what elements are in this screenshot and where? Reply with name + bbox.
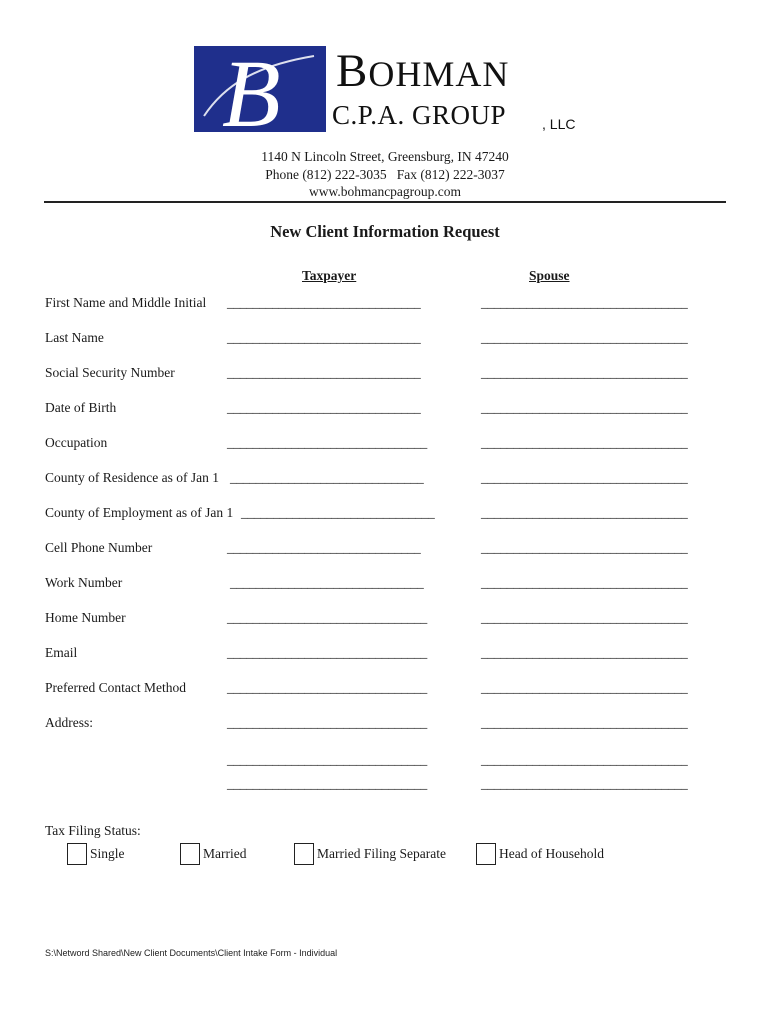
field-label: Address: [45,715,93,730]
company-logo [194,46,584,138]
spouse-input-line[interactable]: ________________________________ [481,680,688,695]
spouse-input-line[interactable]: ________________________________ [481,540,688,555]
taxpayer-input-line[interactable]: _______________________________ [227,645,427,660]
field-label: Date of Birth [45,400,117,415]
taxpayer-input-line[interactable]: ______________________________ [227,330,421,345]
spouse-input-line[interactable]: ________________________________ [481,330,688,345]
filing-status-label: Tax Filing Status: [45,823,141,838]
single-label: Single [90,846,125,861]
monogram-letter: B [222,46,281,132]
taxpayer-input-line[interactable]: _______________________________ [227,610,427,625]
form-title: New Client Information Request [270,222,500,241]
document-path-footer: S:\Netword Shared\New Client Documents\Client Intake Form - Individual [45,948,338,958]
spouse-input-line[interactable]: ________________________________ [481,505,688,520]
married-filing-separate-label: Married Filing Separate [317,846,446,861]
spouse-input-line[interactable]: ________________________________ [481,470,688,485]
field-label: First Name and Middle Initial [45,295,207,310]
taxpayer-input-line[interactable]: ______________________________ [227,540,421,555]
spouse-input-line[interactable]: ________________________________ [481,435,688,450]
taxpayer-input-line[interactable]: ______________________________ [230,575,424,590]
column-header-spouse: Spouse [529,268,570,283]
company-name [336,45,510,97]
taxpayer-input-line[interactable]: _______________________________ [227,715,427,730]
field-label: Work Number [45,575,123,590]
taxpayer-input-line[interactable]: _______________________________ [227,752,427,767]
head-of-household-checkbox[interactable] [476,843,496,865]
taxpayer-input-line[interactable]: ______________________________ [227,400,421,415]
logo-monogram-box [194,46,326,132]
taxpayer-input-line[interactable]: ______________________________ [227,295,421,310]
married-checkbox[interactable] [180,843,200,865]
company-address: 1140 N Lincoln Street, Greensburg, IN 47240 [261,149,509,164]
header-divider [44,201,726,203]
married-label: Married [203,846,247,861]
spouse-input-line[interactable]: ________________________________ [481,365,688,380]
spouse-input-line[interactable]: ________________________________ [481,610,688,625]
single-checkbox[interactable] [67,843,87,865]
taxpayer-input-line[interactable]: ______________________________ [230,470,424,485]
field-label: Preferred Contact Method [45,680,186,695]
field-label: Social Security Number [45,365,175,380]
monogram-b-icon [194,46,326,132]
spouse-input-line[interactable]: ________________________________ [481,575,688,590]
spouse-input-line[interactable]: ________________________________ [481,400,688,415]
spouse-input-line[interactable]: ________________________________ [481,776,688,791]
taxpayer-input-line[interactable]: ______________________________ [227,365,421,380]
field-label: Last Name [45,330,104,345]
field-label: Email [45,645,78,660]
spouse-input-line[interactable]: ________________________________ [481,645,688,660]
head-of-household-label: Head of Household [499,846,604,861]
spouse-input-line[interactable]: ________________________________ [481,752,688,767]
company-phone-fax: Phone (812) 222-3035 Fax (812) 222-3037 [265,167,505,182]
spouse-input-line[interactable]: ________________________________ [481,295,688,310]
column-header-taxpayer: Taxpayer [302,268,357,283]
taxpayer-input-line[interactable]: _______________________________ [227,776,427,791]
married-filing-separate-checkbox[interactable] [294,843,314,865]
taxpayer-input-line[interactable]: _______________________________ [227,435,427,450]
field-label: County of Employment as of Jan 1 [45,505,234,520]
field-label: Occupation [45,435,108,450]
taxpayer-input-line[interactable]: _______________________________ [227,680,427,695]
company-website: www.bohmancpagroup.com [308,184,462,199]
taxpayer-input-line[interactable]: ______________________________ [241,505,435,520]
company-name-rest: OHMAN [368,54,510,94]
field-label: Cell Phone Number [45,540,153,555]
field-label: Home Number [45,610,126,625]
company-name-initial: B [336,45,369,97]
field-label: County of Residence as of Jan 1 [45,470,219,485]
spouse-input-line[interactable]: ________________________________ [481,715,688,730]
company-suffix: , LLC [542,116,576,132]
company-subname: C.P.A. GROUP [332,100,507,130]
